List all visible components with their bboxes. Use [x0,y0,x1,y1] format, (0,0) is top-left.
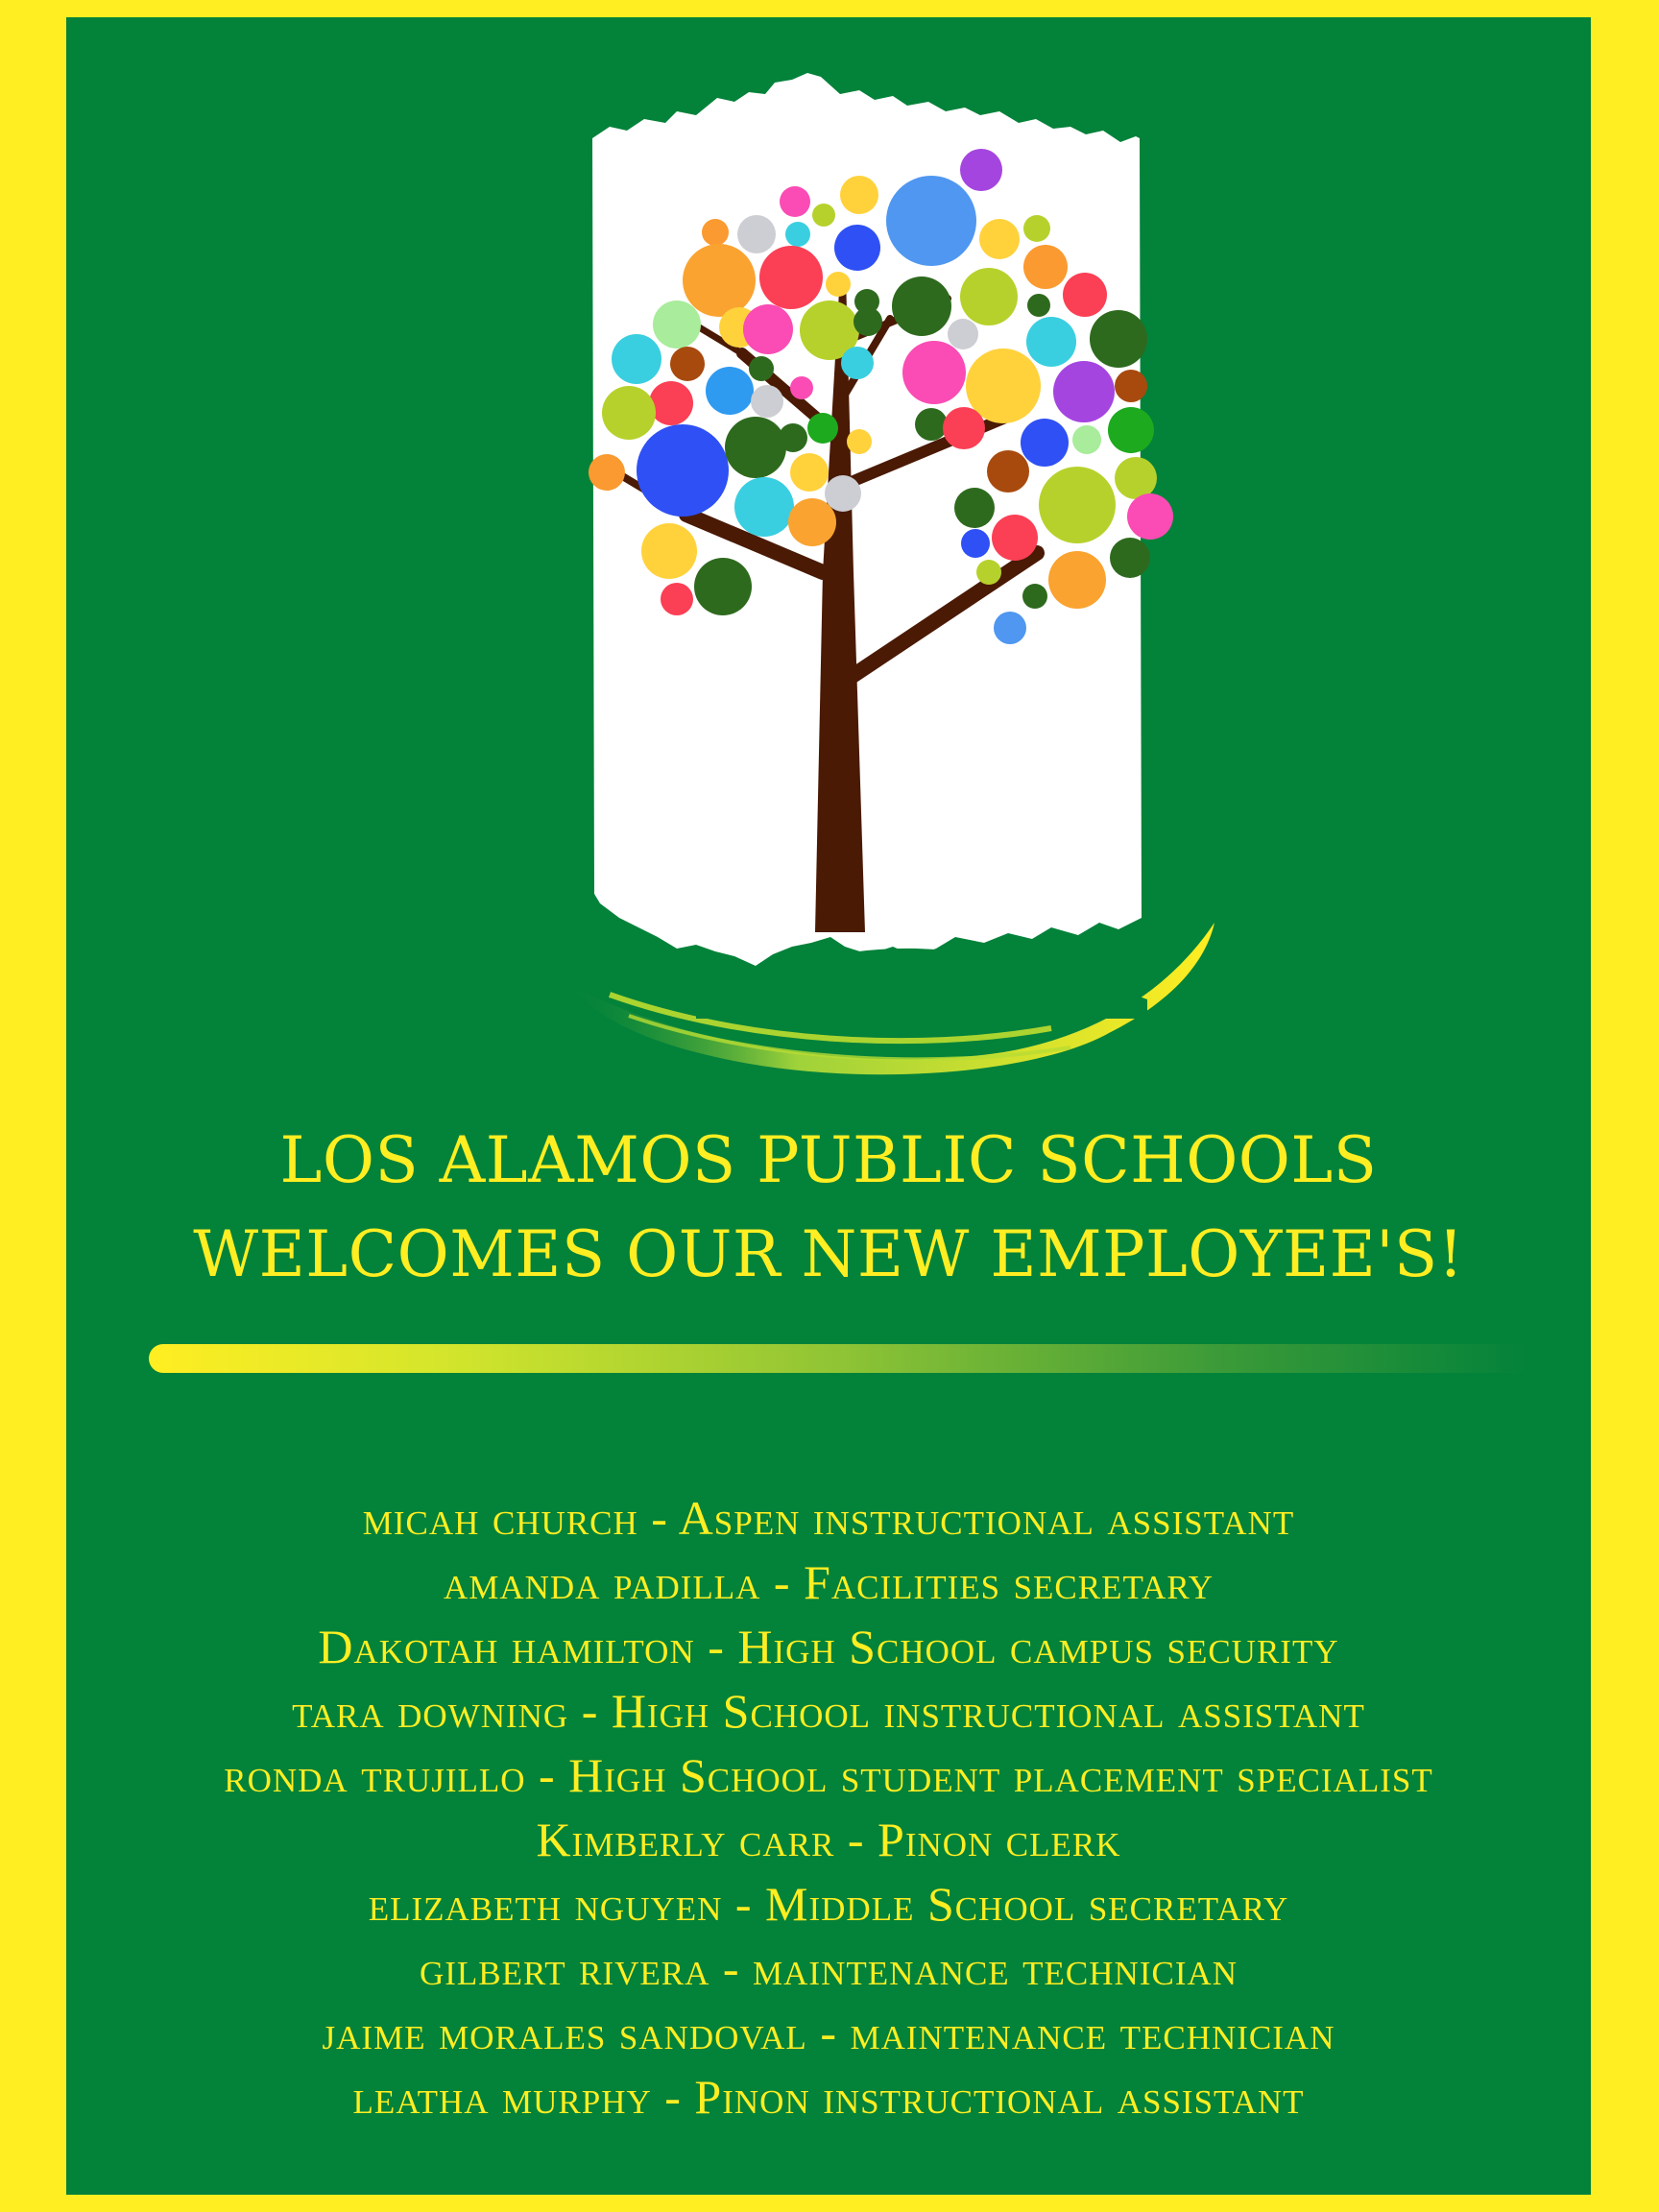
list-item: Dakotah hamilton - High School campus security [318,1620,1339,1673]
list-item: amanda padilla - Facilities secretary [443,1555,1214,1609]
list-item: micah church - Aspen instructional assistant [362,1491,1295,1545]
list-item: Kimberly carr - Pinon clerk [536,1813,1121,1866]
list-item: jaime morales sandoval - maintenance technician [322,2006,1335,2059]
title-line-2: WELCOMES OUR NEW EMPLOYEE'S! [193,1217,1464,1291]
list-item: ronda trujillo - High School student placement specialist [224,1748,1433,1802]
list-item: gilbert rivera - maintenance technician [419,1941,1238,1995]
employee-list [66,1486,1591,2129]
title-line-1: LOS ALAMOS PUBLIC SCHOOLS [279,1123,1378,1197]
poster-background [66,17,1591,2195]
list-item: elizabeth nguyen - Middle School secretary [368,1877,1289,1931]
gradient-divider [149,1344,1531,1373]
list-item: leatha murphy - Pinon instructional assistant [352,2070,1305,2124]
list-item: tara downing - High School instructional assistant [292,1684,1365,1738]
page-title [66,1114,1591,1302]
tree-illustration [552,35,1243,1100]
